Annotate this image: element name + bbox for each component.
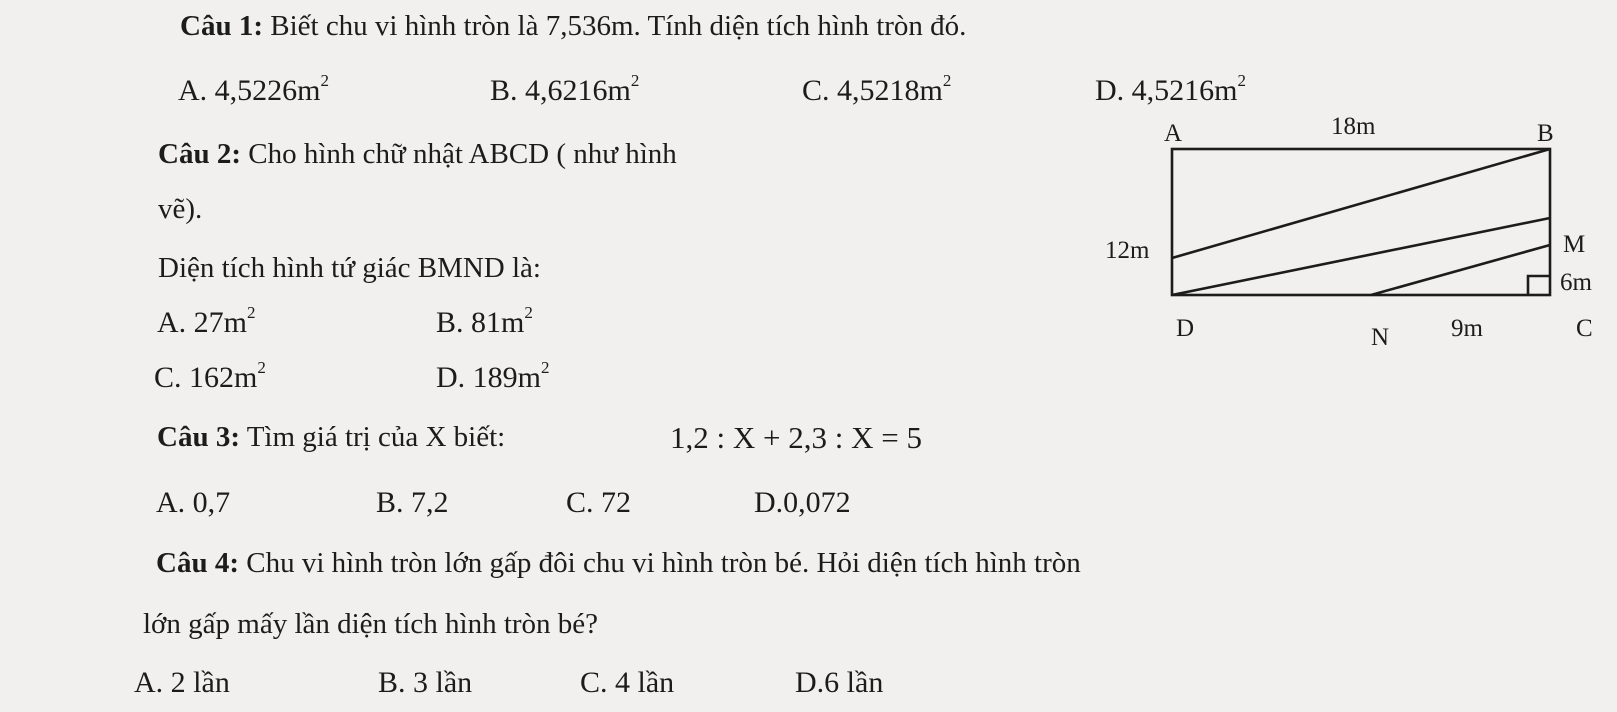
q4-option-c[interactable]: C. 4 lần bbox=[580, 666, 675, 699]
q4-text-line2: lớn gấp mấy lần diện tích hình tròn bé? bbox=[143, 608, 599, 640]
q4-option-d[interactable]: D.6 lần bbox=[795, 666, 884, 699]
rectangle-abcd bbox=[1172, 149, 1550, 295]
segment-bd-diagonal bbox=[1172, 149, 1550, 258]
q3-option-a[interactable]: A. 0,7 bbox=[156, 486, 231, 519]
label-bottom-length: 9m bbox=[1451, 315, 1483, 342]
label-top-length: 18m bbox=[1331, 113, 1376, 140]
q2-option-b[interactable]: B. $81m^2$ bbox=[436, 303, 533, 339]
q3-option-c[interactable]: C. 72 bbox=[566, 486, 632, 519]
q2-text-line1: Cho hình chữ nhật ABCD ( như hình bbox=[240, 138, 677, 170]
q3-text: Tìm giá trị của X biết: bbox=[239, 421, 506, 453]
label-right-length: 6m bbox=[1560, 269, 1592, 296]
q1-option-d[interactable]: D. $4,5216m^2$ bbox=[1095, 71, 1247, 107]
q2-label: Câu 2: bbox=[158, 138, 241, 170]
q2-text-line3: Diện tích hình tứ giác BMND là: bbox=[158, 252, 541, 284]
q3-equation: 1,2 : X + 2,3 : X = 5 bbox=[670, 420, 922, 455]
q1-prompt bbox=[180, 12, 966, 41]
label-c: C bbox=[1576, 315, 1593, 342]
label-a: A bbox=[1164, 120, 1183, 147]
q3-option-d[interactable]: D.0,072 bbox=[754, 486, 851, 519]
segment-dm bbox=[1172, 218, 1550, 295]
label-d: D bbox=[1176, 315, 1195, 342]
label-left-length: 12m bbox=[1105, 237, 1150, 264]
q1-option-a[interactable]: A. $4,5226m^2$ bbox=[178, 71, 330, 107]
q1-label: Câu 1: bbox=[180, 10, 263, 42]
q2-option-c[interactable]: C. $162m^2$ bbox=[154, 358, 266, 394]
q4-option-b[interactable]: B. 3 lần bbox=[378, 666, 473, 699]
q3-label: Câu 3: bbox=[157, 421, 240, 453]
q2-text-line2: vẽ). bbox=[158, 193, 203, 225]
q4-text-line1: Chu vi hình tròn lớn gấp đôi chu vi hình tròn bé. Hỏi diện tích hình tròn bbox=[238, 547, 1081, 579]
q1-text: Biết chu vi hình tròn là 7,536m. Tính diện tích hình tròn đó. bbox=[262, 10, 967, 42]
label-b: B bbox=[1537, 120, 1554, 147]
segment-nm bbox=[1371, 245, 1550, 295]
q2-prompt bbox=[158, 140, 677, 169]
right-angle-mark bbox=[1528, 276, 1550, 295]
q4-prompt bbox=[156, 549, 1081, 578]
q1-option-c[interactable]: C. $4,5218m^2$ bbox=[802, 71, 952, 107]
q4-option-a[interactable]: A. 2 lần bbox=[134, 666, 230, 699]
q2-option-d[interactable]: D. $189m^2$ bbox=[436, 358, 550, 394]
label-n: N bbox=[1371, 324, 1390, 351]
q2-option-a[interactable]: A. $27m^2$ bbox=[157, 303, 256, 339]
q3-prompt bbox=[157, 423, 505, 452]
label-m: M bbox=[1563, 231, 1586, 258]
q1-option-b[interactable]: B. $4,6216m^2$ bbox=[490, 71, 640, 107]
q3-option-b[interactable]: B. 7,2 bbox=[376, 486, 449, 519]
q4-label: Câu 4: bbox=[156, 547, 239, 579]
